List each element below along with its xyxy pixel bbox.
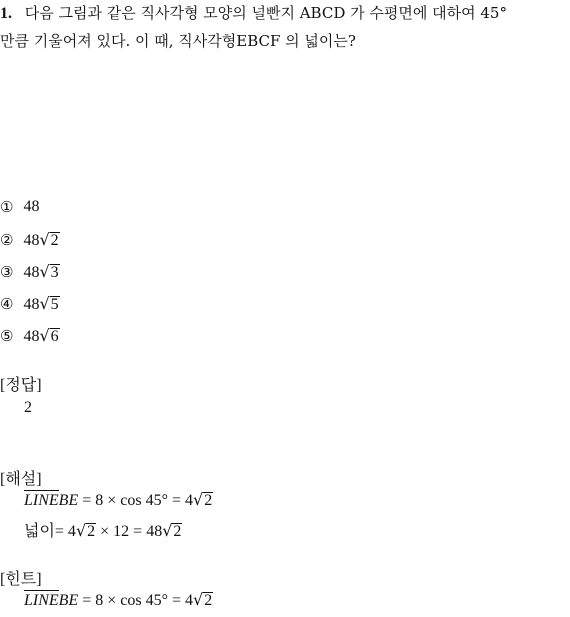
choice-5[interactable] <box>0 326 60 346</box>
overline-text: LINE <box>24 492 59 509</box>
area-prefix: 넓이= 4 <box>24 523 76 540</box>
choice-mark: ① <box>0 198 14 216</box>
explanation-line1 <box>24 490 213 510</box>
choice-radicand: 2 <box>50 232 59 249</box>
choice-mark: ④ <box>0 295 14 313</box>
sqrt-symbol: √ <box>39 230 50 249</box>
choice-value: 48 <box>23 198 40 215</box>
answer-label: [정답] <box>0 377 42 394</box>
choice-radicand: 5 <box>50 296 59 313</box>
area-mid: × 12 = 48 <box>96 523 163 540</box>
segment-name: BE <box>58 492 79 509</box>
sqrt-symbol: √ <box>75 521 87 540</box>
choice-radicand: 3 <box>50 264 59 281</box>
question-text-line2: 만큼 기울어져 있다. 이 때, 직사각형EBCF 의 넓이는? <box>0 32 356 50</box>
formula-expr: = 8 × cos 45° = 4 <box>78 492 194 509</box>
sqrt-symbol: √ <box>162 521 173 540</box>
sqrt-symbol: √ <box>193 490 204 509</box>
choice-2[interactable] <box>0 230 60 250</box>
choice-coef: 48 <box>23 232 40 249</box>
choice-radicand: 6 <box>50 328 59 345</box>
choice-4[interactable] <box>0 294 60 314</box>
choice-coef: 48 <box>23 328 40 345</box>
answer-value: 2 <box>24 399 32 416</box>
hint-label: [힌트] <box>0 571 42 588</box>
choice-3[interactable] <box>0 262 60 282</box>
area-radicand-2: 2 <box>173 523 182 540</box>
formula-radicand: 2 <box>204 492 213 509</box>
question-text-line1: 다음 그림과 같은 직사각형 모양의 널빤지 ABCD 가 수평면에 대하여 45° <box>24 4 507 22</box>
sqrt-symbol: √ <box>39 262 50 281</box>
sqrt-symbol: √ <box>39 326 50 345</box>
overline-text: LINE <box>24 592 59 609</box>
explanation-line2 <box>24 518 182 541</box>
sqrt-symbol: √ <box>193 590 204 609</box>
formula-expr: = 8 × cos 45° = 4 <box>78 592 194 609</box>
formula-radicand: 2 <box>204 592 213 609</box>
segment-name: BE <box>58 592 79 609</box>
choice-coef: 48 <box>23 296 40 313</box>
choice-mark: ② <box>0 231 14 249</box>
choice-mark: ③ <box>0 263 14 281</box>
hint-line1 <box>24 590 213 610</box>
choice-mark: ⑤ <box>0 327 14 345</box>
area-radicand-1: 2 <box>87 523 96 540</box>
question-number: 1. <box>0 5 12 22</box>
question-stem <box>0 2 507 23</box>
choice-1[interactable] <box>0 198 39 216</box>
sqrt-symbol: √ <box>39 294 50 313</box>
explanation-label: [해설] <box>0 471 42 488</box>
choice-coef: 48 <box>23 264 40 281</box>
